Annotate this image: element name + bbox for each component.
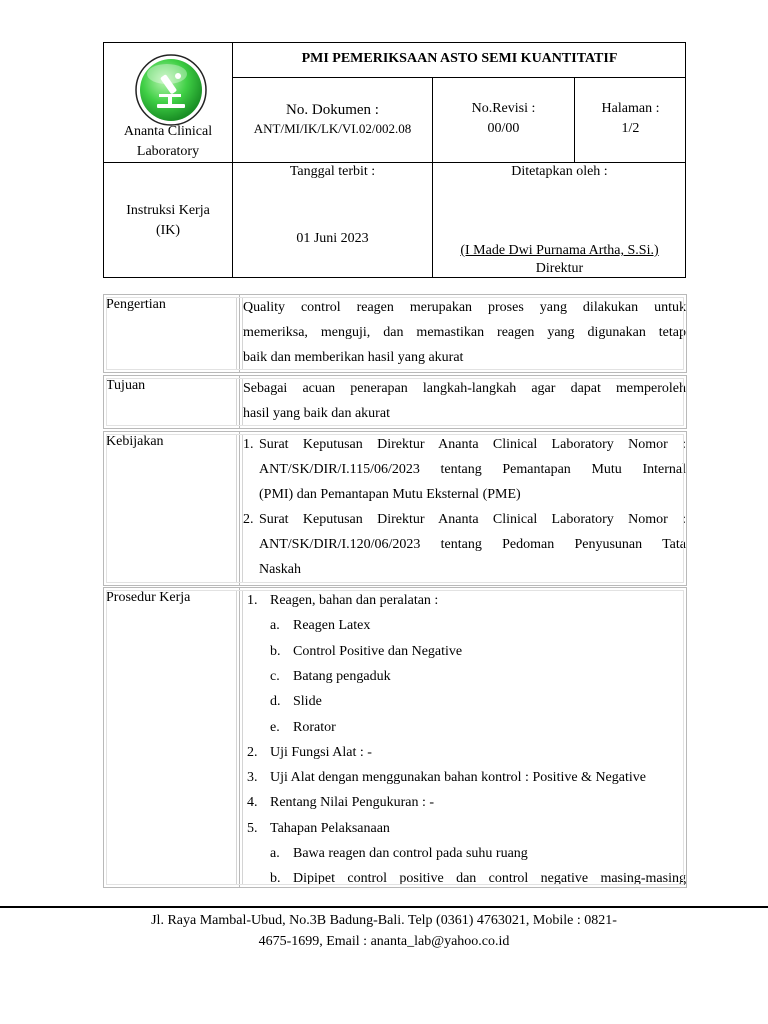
microscope-icon [135,54,207,126]
header-divider [232,77,686,78]
section-label: Pengertian [104,295,240,372]
list-item: Rentang Nilai Pengukuran : - [270,795,435,811]
list-item: Reagen Latex [293,618,371,634]
procedure-list [241,588,686,887]
list-item: Surat Keputusan Direktur Ananta Clinical Laboratory Nomor : ANT/SK/DIR/I.115/06/2023 tentang Pemantapan Mutu Internal (PMI) dan Pemantapan Mutu Eksternal (PME) [259,437,686,502]
list-item: Dipipet control positive dan control negative masing-masing [293,871,686,887]
section-text: Sebagai acuan penerapan langkah-langkah agar dapat memperoleh hasil yang baik dan akurat [241,376,686,428]
issue-date-label: Tanggal terbit : [289,164,376,179]
page-value: 1/2 [621,121,640,136]
footer-divider [0,906,768,908]
doc-number-label: No. Dokumen : [286,102,379,118]
approver-name: (I Made Dwi Purnama Artha, S.Si.) [460,243,659,258]
list-item: Rorator [293,719,336,735]
list-marker: 5. [247,820,258,836]
list-marker: b. [270,871,281,887]
section-pengertian [103,294,687,373]
section-tujuan [103,375,687,429]
list-marker: e. [270,719,280,735]
section-prosedur-kerja [103,587,687,888]
section-label: Prosedur Kerja [104,588,240,887]
list-marker: 4. [247,795,258,811]
list-marker: 3. [247,770,258,786]
list-marker: a. [270,846,280,861]
list-marker: a. [270,618,280,634]
list-marker: 1. [247,593,258,608]
list-item: Slide [293,694,322,710]
section-kebijakan [103,431,687,586]
page-label: Halaman : [601,101,660,116]
list-item: Uji Fungsi Alat : - [270,744,372,760]
section-label: Tujuan [104,376,240,428]
section-text: Quality control reagen merupakan proses yang dilakukan untuk memeriksa, menguji, dan memastikan reagen yang digunakan tetap baik dan memberikan hasil yang akurat [241,295,686,372]
list-item: Bawa reagen dan control pada suhu ruang [293,846,528,861]
doc-number-value: ANT/MI/IK/LK/VI.02/002.08 [253,121,412,136]
list-item: Batang pengaduk [293,668,391,684]
list-marker: b. [270,643,281,659]
list-marker: 2. [247,744,258,760]
approver-title: Direktur [535,261,584,276]
list-marker: d. [270,694,281,710]
page-title: PMI PEMERIKSAAN ASTO SEMI KUANTITATIF [301,51,618,66]
revision-value: 00/00 [487,121,520,136]
document-type: Instruksi Kerja (IK) [126,203,210,238]
issue-date-value: 01 Juni 2023 [296,231,369,246]
list-item: Tahapan Pelaksanaan [270,820,390,836]
lab-name: Ananta Clinical Laboratory [123,124,213,159]
section-text: 1. Surat Keputusan Direktur Ananta Clinical Laboratory Nomor : ANT/SK/DIR/I.115/06/2023 tentang Pemantapan Mutu Internal (PMI) dan Pemantapan Mutu Eksternal (PME) 2. Surat Keputusan Direktur Ananta Clinical Laboratory Nomor : ANT/SK/DIR/I.120/06/2023 tentang Pedoman Penyusunan Tata Naskah [241,432,686,585]
approved-by-label: Ditetapkan oleh : [511,164,608,179]
list-item: Control Positive dan Negative [293,643,463,659]
list-item: Surat Keputusan Direktur Ananta Clinical Laboratory Nomor : ANT/SK/DIR/I.120/06/2023 tentang Pedoman Penyusunan Tata Naskah [259,512,686,577]
footer-address: Jl. Raya Mambal-Ubud, No.3B Badung-Bali. Telp (0361) 4763021, Mobile : 0821- 4675-1699, Email : ananta_lab@yahoo.co.id [151,913,617,949]
list-item: Reagen, bahan dan peralatan : [270,593,439,608]
lab-logo [135,54,207,126]
section-label: Kebijakan [104,432,240,585]
list-item: Uji Alat dengan menggunakan bahan kontrol : Positive & Negative [270,770,646,786]
list-marker: c. [270,668,280,684]
revision-label: No.Revisi : [471,101,536,116]
